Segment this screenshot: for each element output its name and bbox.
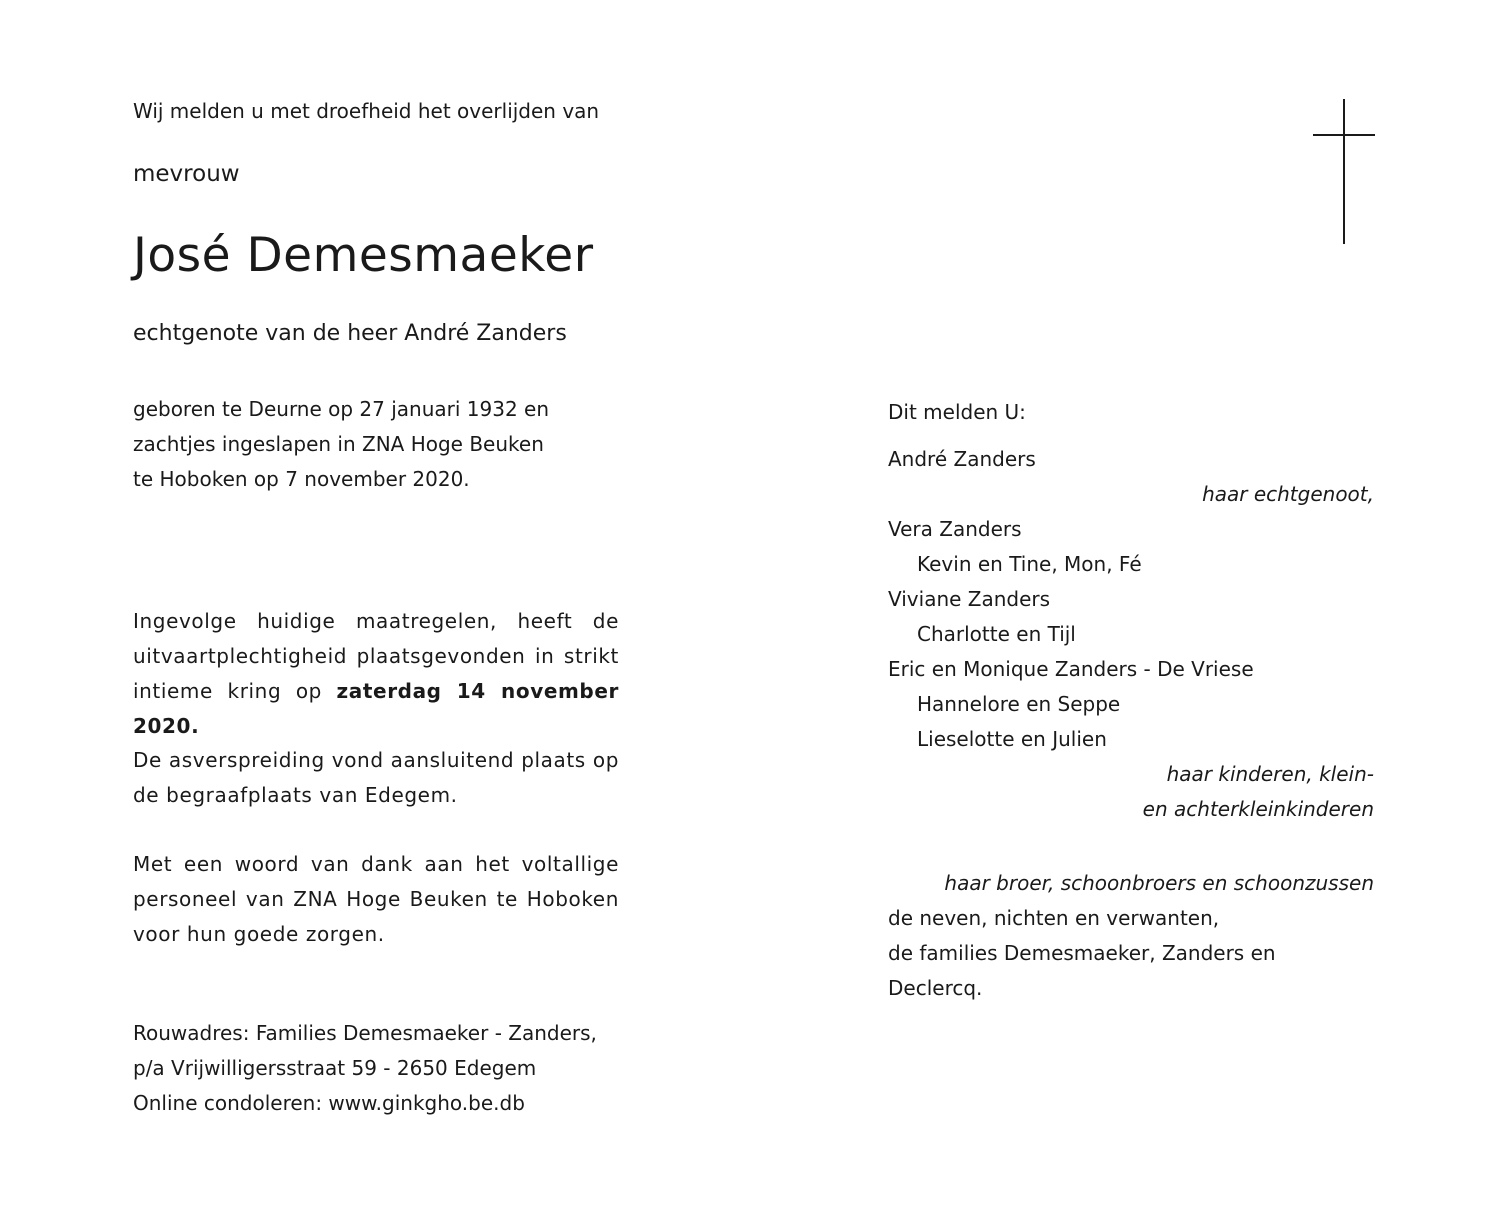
birth-line: geboren te Deurne op 27 januari 1932 en — [133, 397, 550, 421]
title-text: mevrouw — [133, 161, 240, 187]
thanks-text: Met een woord van dank aan het voltallige personeel van ZNA Hoge Beuken te Hoboken voor hun goede zorgen. — [133, 852, 619, 946]
child-name: Vera Zanders — [888, 517, 1022, 541]
relatives-line: Declercq. — [888, 976, 983, 1000]
ashes-paragraph — [133, 743, 619, 813]
address-line: Online condoleren: www.ginkgho.be.db — [133, 1091, 525, 1115]
cross-icon — [1313, 99, 1375, 244]
relatives-block — [888, 866, 1374, 1006]
thanks-paragraph — [133, 847, 619, 952]
family-list — [888, 442, 1374, 827]
grandchild-line: Charlotte en Tijl — [917, 622, 1076, 646]
funeral-date: zaterdag 14 november 2020. — [133, 679, 619, 738]
address-line: p/a Vrijwilligersstraat 59 - 2650 Edegem — [133, 1056, 537, 1080]
ashes-text: De asverspreiding vond aansluitend plaats op de begraafplaats van Edegem. — [133, 748, 619, 807]
grandchild-line: Lieselotte en Julien — [917, 727, 1107, 751]
deceased-name: José Demesmaeker — [133, 228, 594, 283]
address-block — [133, 1016, 597, 1121]
intro-text: Wij melden u met droefheid het overlijden van — [133, 99, 600, 123]
children-role: en achterkleinkinderen — [1142, 797, 1374, 821]
birth-line: te Hoboken op 7 november 2020. — [133, 467, 470, 491]
relatives-line: de families Demesmaeker, Zanders en — [888, 941, 1276, 965]
child-name: Viviane Zanders — [888, 587, 1051, 611]
children-role: haar kinderen, klein- — [1166, 762, 1374, 786]
grandchild-line: Kevin en Tine, Mon, Fé — [917, 552, 1142, 576]
funeral-paragraph — [133, 604, 619, 744]
birth-block — [133, 392, 693, 497]
husband-role: haar echtgenoot, — [1202, 482, 1374, 506]
funeral-text: Ingevolge huidige maatregelen, heeft de uitvaartplechtigheid plaatsgevonden in strikt intieme kring op — [133, 609, 619, 703]
address-line: Rouwadres: Families Demesmaeker - Zanders, — [133, 1021, 597, 1045]
announcers-intro — [888, 395, 1374, 430]
siblings-line: haar broer, schoonbroers en schoonzussen — [944, 871, 1374, 895]
husband-name: André Zanders — [888, 447, 1036, 471]
relatives-line: de neven, nichten en verwanten, — [888, 906, 1220, 930]
announcers-intro-text: Dit melden U: — [888, 400, 1026, 424]
spouse-line: echtgenote van de heer André Zanders — [133, 321, 567, 346]
birth-line: zachtjes ingeslapen in ZNA Hoge Beuken — [133, 432, 544, 456]
child-name: Eric en Monique Zanders - De Vriese — [888, 657, 1254, 681]
grandchild-line: Hannelore en Seppe — [917, 692, 1121, 716]
